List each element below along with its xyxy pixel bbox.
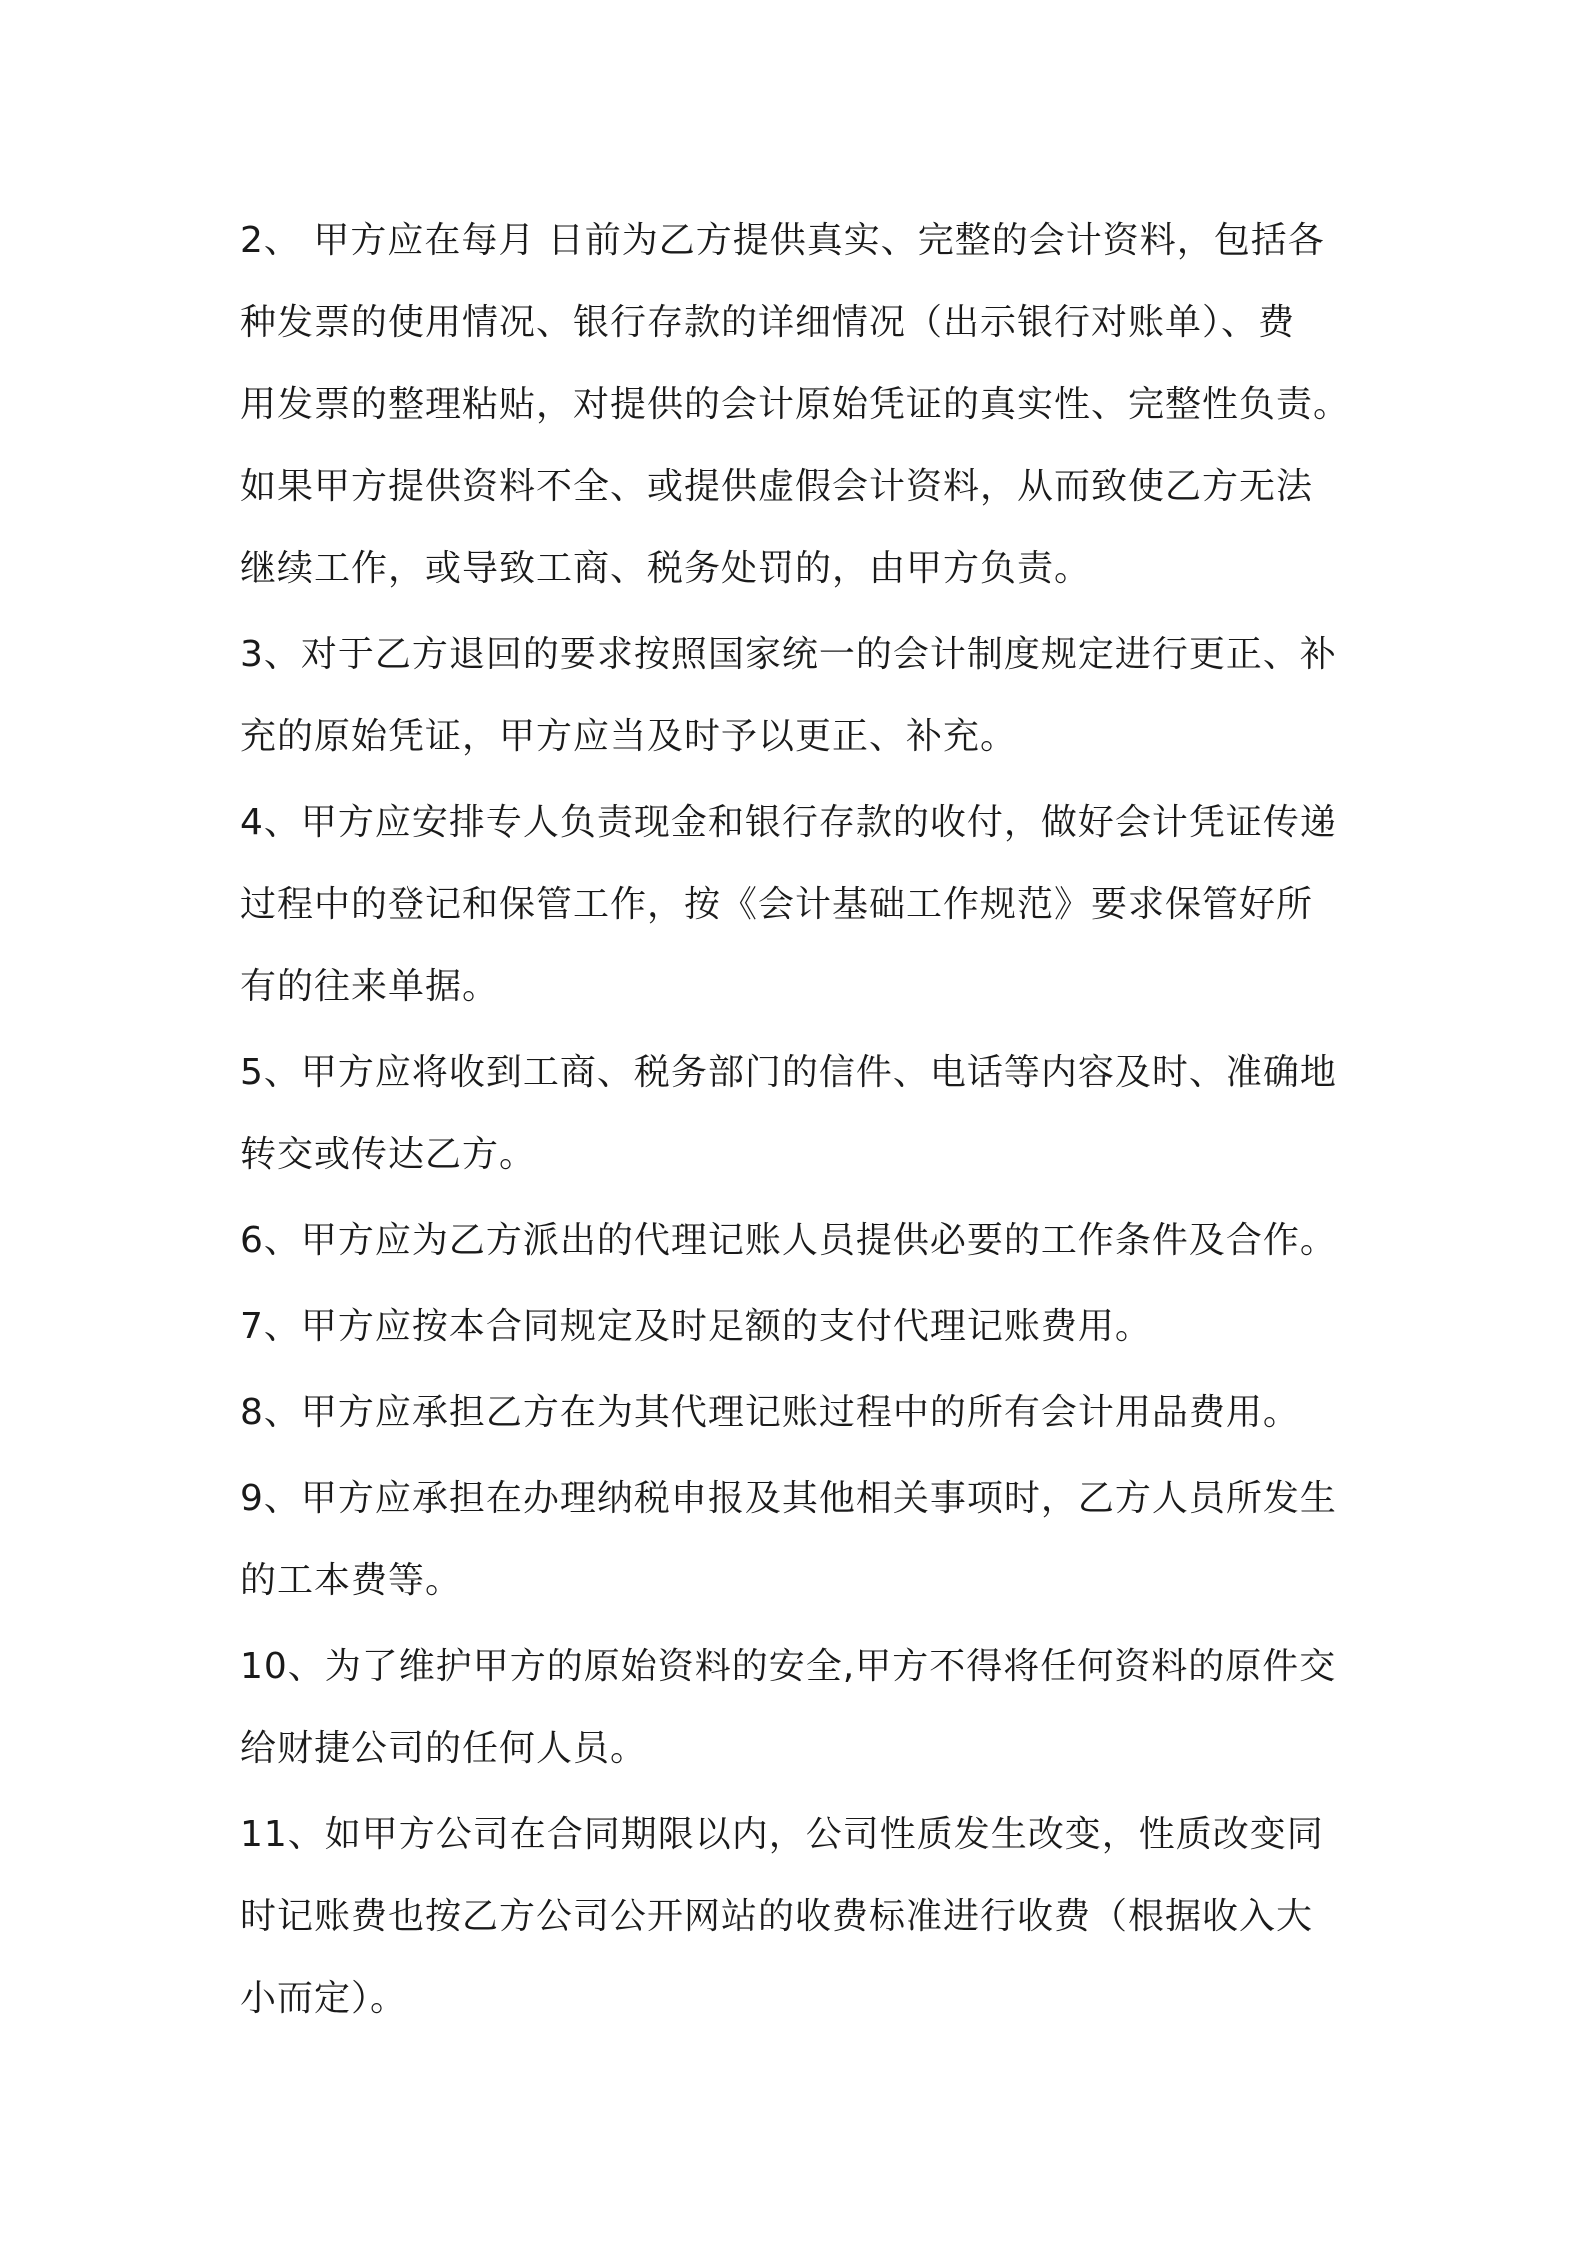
text-line: 充的原始凭证，甲方应当及时予以更正、补充。 — [240, 716, 1018, 757]
text-line: 有的往来单据。 — [240, 966, 500, 1007]
text-line: 11、如甲方公司在合同期限以内，公司性质发生改变，性质改变同 — [240, 1814, 1324, 1855]
text-line: 6、甲方应为乙方派出的代理记账人员提供必要的工作条件及合作。 — [240, 1220, 1337, 1261]
clause-7 — [240, 1286, 1360, 1368]
document-body — [240, 200, 1360, 2044]
clause-4 — [240, 782, 1360, 1028]
clause-5 — [240, 1032, 1360, 1196]
text-line: 种发票的使用情况、银行存款的详细情况（出示银行对账单）、费 — [240, 302, 1296, 343]
text-line: 继续工作，或导致工商、税务处罚的，由甲方负责。 — [240, 548, 1092, 589]
text-line: 2、 甲方应在每月 日前为乙方提供真实、完整的会计资料，包括各 — [240, 220, 1325, 261]
text-line: 9、甲方应承担在办理纳税申报及其他相关事项时，乙方人员所发生 — [240, 1478, 1337, 1519]
clause-2 — [240, 200, 1360, 610]
text-line: 小而定）。 — [240, 1978, 408, 2019]
text-line: 7、甲方应按本合同规定及时足额的支付代理记账费用。 — [240, 1306, 1152, 1347]
text-line: 5、甲方应将收到工商、税务部门的信件、电话等内容及时、准确地 — [240, 1052, 1337, 1093]
text-line: 给财捷公司的任何人员。 — [240, 1728, 648, 1769]
text-line: 4、甲方应安排专人负责现金和银行存款的收付，做好会计凭证传递 — [240, 802, 1337, 843]
clause-10 — [240, 1626, 1360, 1790]
text-line: 过程中的登记和保管工作，按《会计基础工作规范》要求保管好所 — [240, 884, 1314, 925]
clause-8 — [240, 1372, 1360, 1454]
clause-11 — [240, 1794, 1360, 2040]
text-line: 用发票的整理粘贴，对提供的会计原始凭证的真实性、完整性负责。 — [240, 384, 1351, 425]
text-line: 时记账费也按乙方公司公开网站的收费标准进行收费（根据收入大 — [240, 1896, 1314, 1937]
text-line: 如果甲方提供资料不全、或提供虚假会计资料，从而致使乙方无法 — [240, 466, 1314, 507]
text-line: 转交或传达乙方。 — [240, 1134, 537, 1175]
clause-3 — [240, 614, 1360, 778]
text-line: 10、为了维护甲方的原始资料的安全,甲方不得将任何资料的原件交 — [240, 1646, 1337, 1687]
text-line: 的工本费等。 — [240, 1560, 463, 1601]
clause-6 — [240, 1200, 1360, 1282]
clause-9 — [240, 1458, 1360, 1622]
text-line: 3、对于乙方退回的要求按照国家统一的会计制度规定进行更正、补 — [240, 634, 1337, 675]
text-line: 8、甲方应承担乙方在为其代理记账过程中的所有会计用品费用。 — [240, 1392, 1300, 1433]
